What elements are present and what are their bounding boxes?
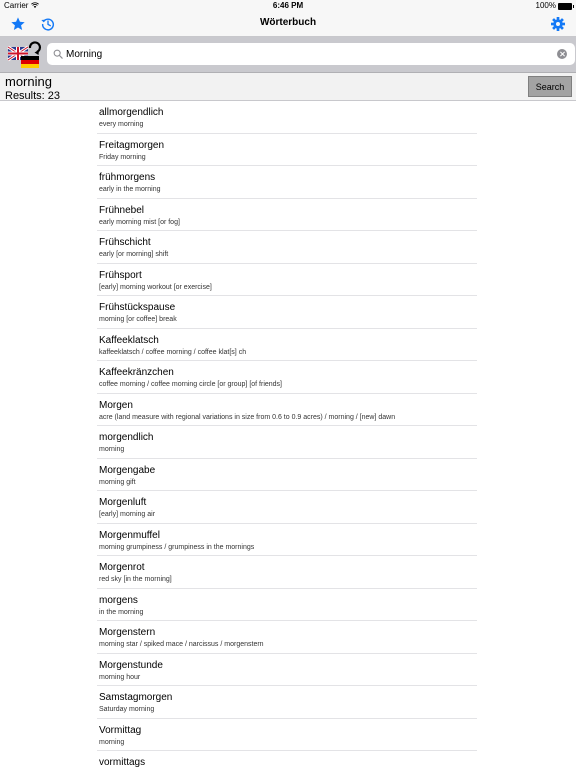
result-translation: coffee morning / coffee morning circle [or group] [of friends]: [99, 381, 283, 388]
battery-percentage: 100%: [535, 1, 556, 10]
list-item[interactable]: [97, 621, 477, 654]
list-item[interactable]: [97, 751, 477, 768]
result-translation: [early] morning air: [99, 511, 156, 518]
list-item[interactable]: [97, 199, 477, 232]
result-translation: morning: [99, 446, 125, 453]
list-item[interactable]: [97, 589, 477, 622]
result-term: Morgenmuffel: [99, 529, 160, 541]
result-term: Frühsport: [99, 269, 142, 281]
result-translation: kaffeeklatsch / coffee morning / coffee klat[s] ch: [99, 348, 247, 356]
gear-icon: [550, 16, 566, 32]
results-header: [0, 73, 576, 101]
list-item[interactable]: [97, 101, 477, 134]
settings-button[interactable]: [550, 16, 566, 32]
result-term: morgens: [99, 594, 138, 606]
result-term: morgendlich: [99, 432, 154, 443]
list-item[interactable]: [97, 329, 477, 362]
result-translation: Saturday morning: [99, 706, 155, 713]
carrier-label: Carrier: [4, 1, 29, 10]
result-translation: early [or morning] shift: [99, 251, 169, 258]
result-term: Vormittag: [99, 724, 142, 736]
result-translation: red sky [in the morning]: [99, 576, 172, 583]
list-item[interactable]: [97, 686, 477, 719]
list-item[interactable]: [97, 426, 477, 459]
list-item[interactable]: [97, 166, 477, 199]
result-term: Morgenstern: [99, 627, 156, 638]
result-term: Kaffeeklatsch: [99, 334, 159, 346]
search-input[interactable]: [66, 45, 536, 63]
results-count: Results: 23: [5, 90, 61, 101]
list-item[interactable]: [97, 556, 477, 589]
results-list: [97, 101, 477, 768]
result-translation: morning: [99, 738, 125, 746]
result-translation: morning [or coffee] break: [99, 316, 177, 323]
result-translation: morning gift: [99, 478, 136, 486]
list-item[interactable]: [97, 264, 477, 297]
list-item[interactable]: [97, 394, 477, 427]
list-item[interactable]: [97, 524, 477, 557]
result-term: allmorgendlich: [99, 107, 164, 118]
result-term: Morgenstunde: [99, 659, 163, 671]
result-translation: morning star / spiked mace / narcissus / morgenstern: [99, 641, 264, 648]
result-term: Frühnebel: [99, 204, 145, 216]
result-translation: acre (land measure with regional variations in size from 0.6 to 0.9 acres) / morning / [new] dawn: [99, 413, 396, 421]
result-translation: Friday morning: [99, 153, 146, 161]
result-translation: morning grumpiness / grumpiness in the mornings: [99, 543, 255, 551]
list-item[interactable]: [97, 361, 477, 394]
result-term: frühmorgens: [99, 172, 156, 183]
uk-germany-flags-icon: [6, 40, 42, 70]
status-time: 6:46 PM: [272, 1, 304, 10]
navigation-bar: [0, 12, 576, 37]
result-translation: morning hour: [99, 673, 141, 681]
result-term: Morgenrot: [99, 562, 145, 573]
search-button[interactable]: Search: [528, 76, 572, 97]
search-icon: [53, 49, 63, 59]
page-title: Wörterbuch: [259, 17, 317, 28]
result-term: Morgen: [99, 399, 133, 411]
search-bar: [0, 37, 576, 73]
result-translation: early in the morning: [99, 186, 161, 193]
result-term: Samstagmorgen: [99, 692, 173, 703]
list-item[interactable]: [97, 296, 477, 329]
list-item[interactable]: [97, 719, 477, 752]
result-term: Frühschicht: [99, 237, 151, 248]
result-translation: every morning: [99, 121, 144, 128]
result-term: Morgenluft: [99, 497, 147, 508]
list-item[interactable]: [97, 134, 477, 167]
query-word: morning: [5, 74, 52, 89]
status-bar: [0, 0, 576, 12]
result-term: Frühstückspause: [99, 302, 176, 313]
result-term: vormittags: [99, 757, 146, 768]
result-translation: in the morning: [99, 608, 144, 616]
list-item[interactable]: [97, 491, 477, 524]
list-item[interactable]: [97, 654, 477, 687]
result-term: Freitagmorgen: [99, 139, 165, 151]
battery-icon: [558, 3, 572, 10]
list-item[interactable]: [97, 231, 477, 264]
result-term: Morgengabe: [99, 464, 156, 476]
result-term: Kaffeekränzchen: [99, 367, 174, 378]
result-translation: early morning mist [or fog]: [99, 218, 180, 226]
language-switch-button[interactable]: [6, 40, 42, 70]
clear-search-button[interactable]: [557, 49, 567, 59]
result-translation: [early] morning workout [or exercise]: [99, 283, 212, 291]
list-item[interactable]: [97, 459, 477, 492]
search-field: [47, 43, 575, 65]
